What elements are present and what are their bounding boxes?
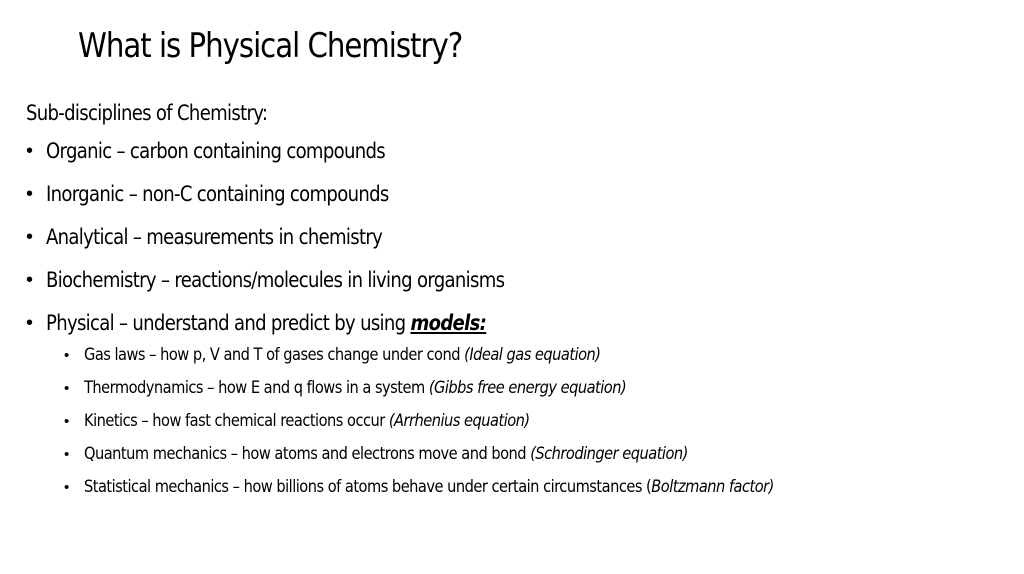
discipline-list (26, 130, 996, 345)
slide-title: What is Physical Chemistry? (78, 26, 463, 66)
list-item-text: Organic – carbon containing compounds (46, 139, 385, 163)
subitem-equation: (Arrhenius equation) (388, 411, 530, 431)
list-item-inorganic (26, 173, 996, 216)
subitem-desc: Kinetics – how fast chemical reactions occur (84, 411, 389, 431)
bullet-icon: • (64, 479, 70, 496)
list-item-organic (26, 130, 996, 173)
bullet-icon: • (64, 413, 70, 430)
bullet-icon: • (64, 380, 70, 397)
subitem-desc: Thermodynamics – how E and q flows in a system (84, 378, 429, 398)
physical-subtopic-list (26, 339, 996, 504)
subitem-text (84, 405, 530, 438)
intro-text: Sub-disciplines of Chemistry: (26, 101, 268, 125)
subitem-text (84, 438, 688, 471)
subitem-equation: Boltzmann factor) (651, 477, 774, 497)
bullet-icon: • (64, 347, 70, 364)
subitem-equation: (Gibbs free energy equation) (428, 378, 627, 398)
list-item-text: Analytical – measurements in chemistry (46, 225, 383, 249)
subitem-kinetics (64, 405, 996, 438)
bullet-icon: • (26, 226, 34, 248)
list-item-text: Biochemistry – reactions/molecules in living organisms (46, 268, 505, 292)
subitem-gas-laws (64, 339, 996, 372)
subitem-desc: Gas laws – how p, V and T of gases change under cond (84, 345, 465, 365)
bullet-icon: • (26, 183, 34, 205)
slide-body (26, 96, 996, 510)
subitem-desc: Statistical mechanics – how billions of atoms behave under certain circumstances ( (84, 477, 652, 497)
subitem-equation: (Schrodinger equation) (530, 444, 688, 464)
bullet-icon: • (64, 446, 70, 463)
subitem-statistical-mechanics (64, 471, 996, 504)
list-item-text: Inorganic – non-C containing compounds (46, 182, 389, 206)
subitem-desc: Quantum mechanics – how atoms and electrons move and bond (84, 444, 531, 464)
subitem-equation: (Ideal gas equation) (464, 345, 601, 365)
list-item-analytical (26, 216, 996, 259)
subitem-thermodynamics (64, 372, 996, 405)
bullet-icon: • (26, 140, 34, 162)
subitem-text (84, 372, 626, 405)
bullet-icon: • (26, 312, 34, 334)
models-emphasis: models: (410, 311, 487, 335)
subitem-quantum-mechanics (64, 438, 996, 471)
subitem-text (84, 339, 600, 372)
bullet-icon: • (26, 269, 34, 291)
list-item-biochemistry (26, 259, 996, 302)
subitem-text (84, 471, 774, 504)
physical-text: Physical – understand and predict by using (46, 311, 411, 335)
